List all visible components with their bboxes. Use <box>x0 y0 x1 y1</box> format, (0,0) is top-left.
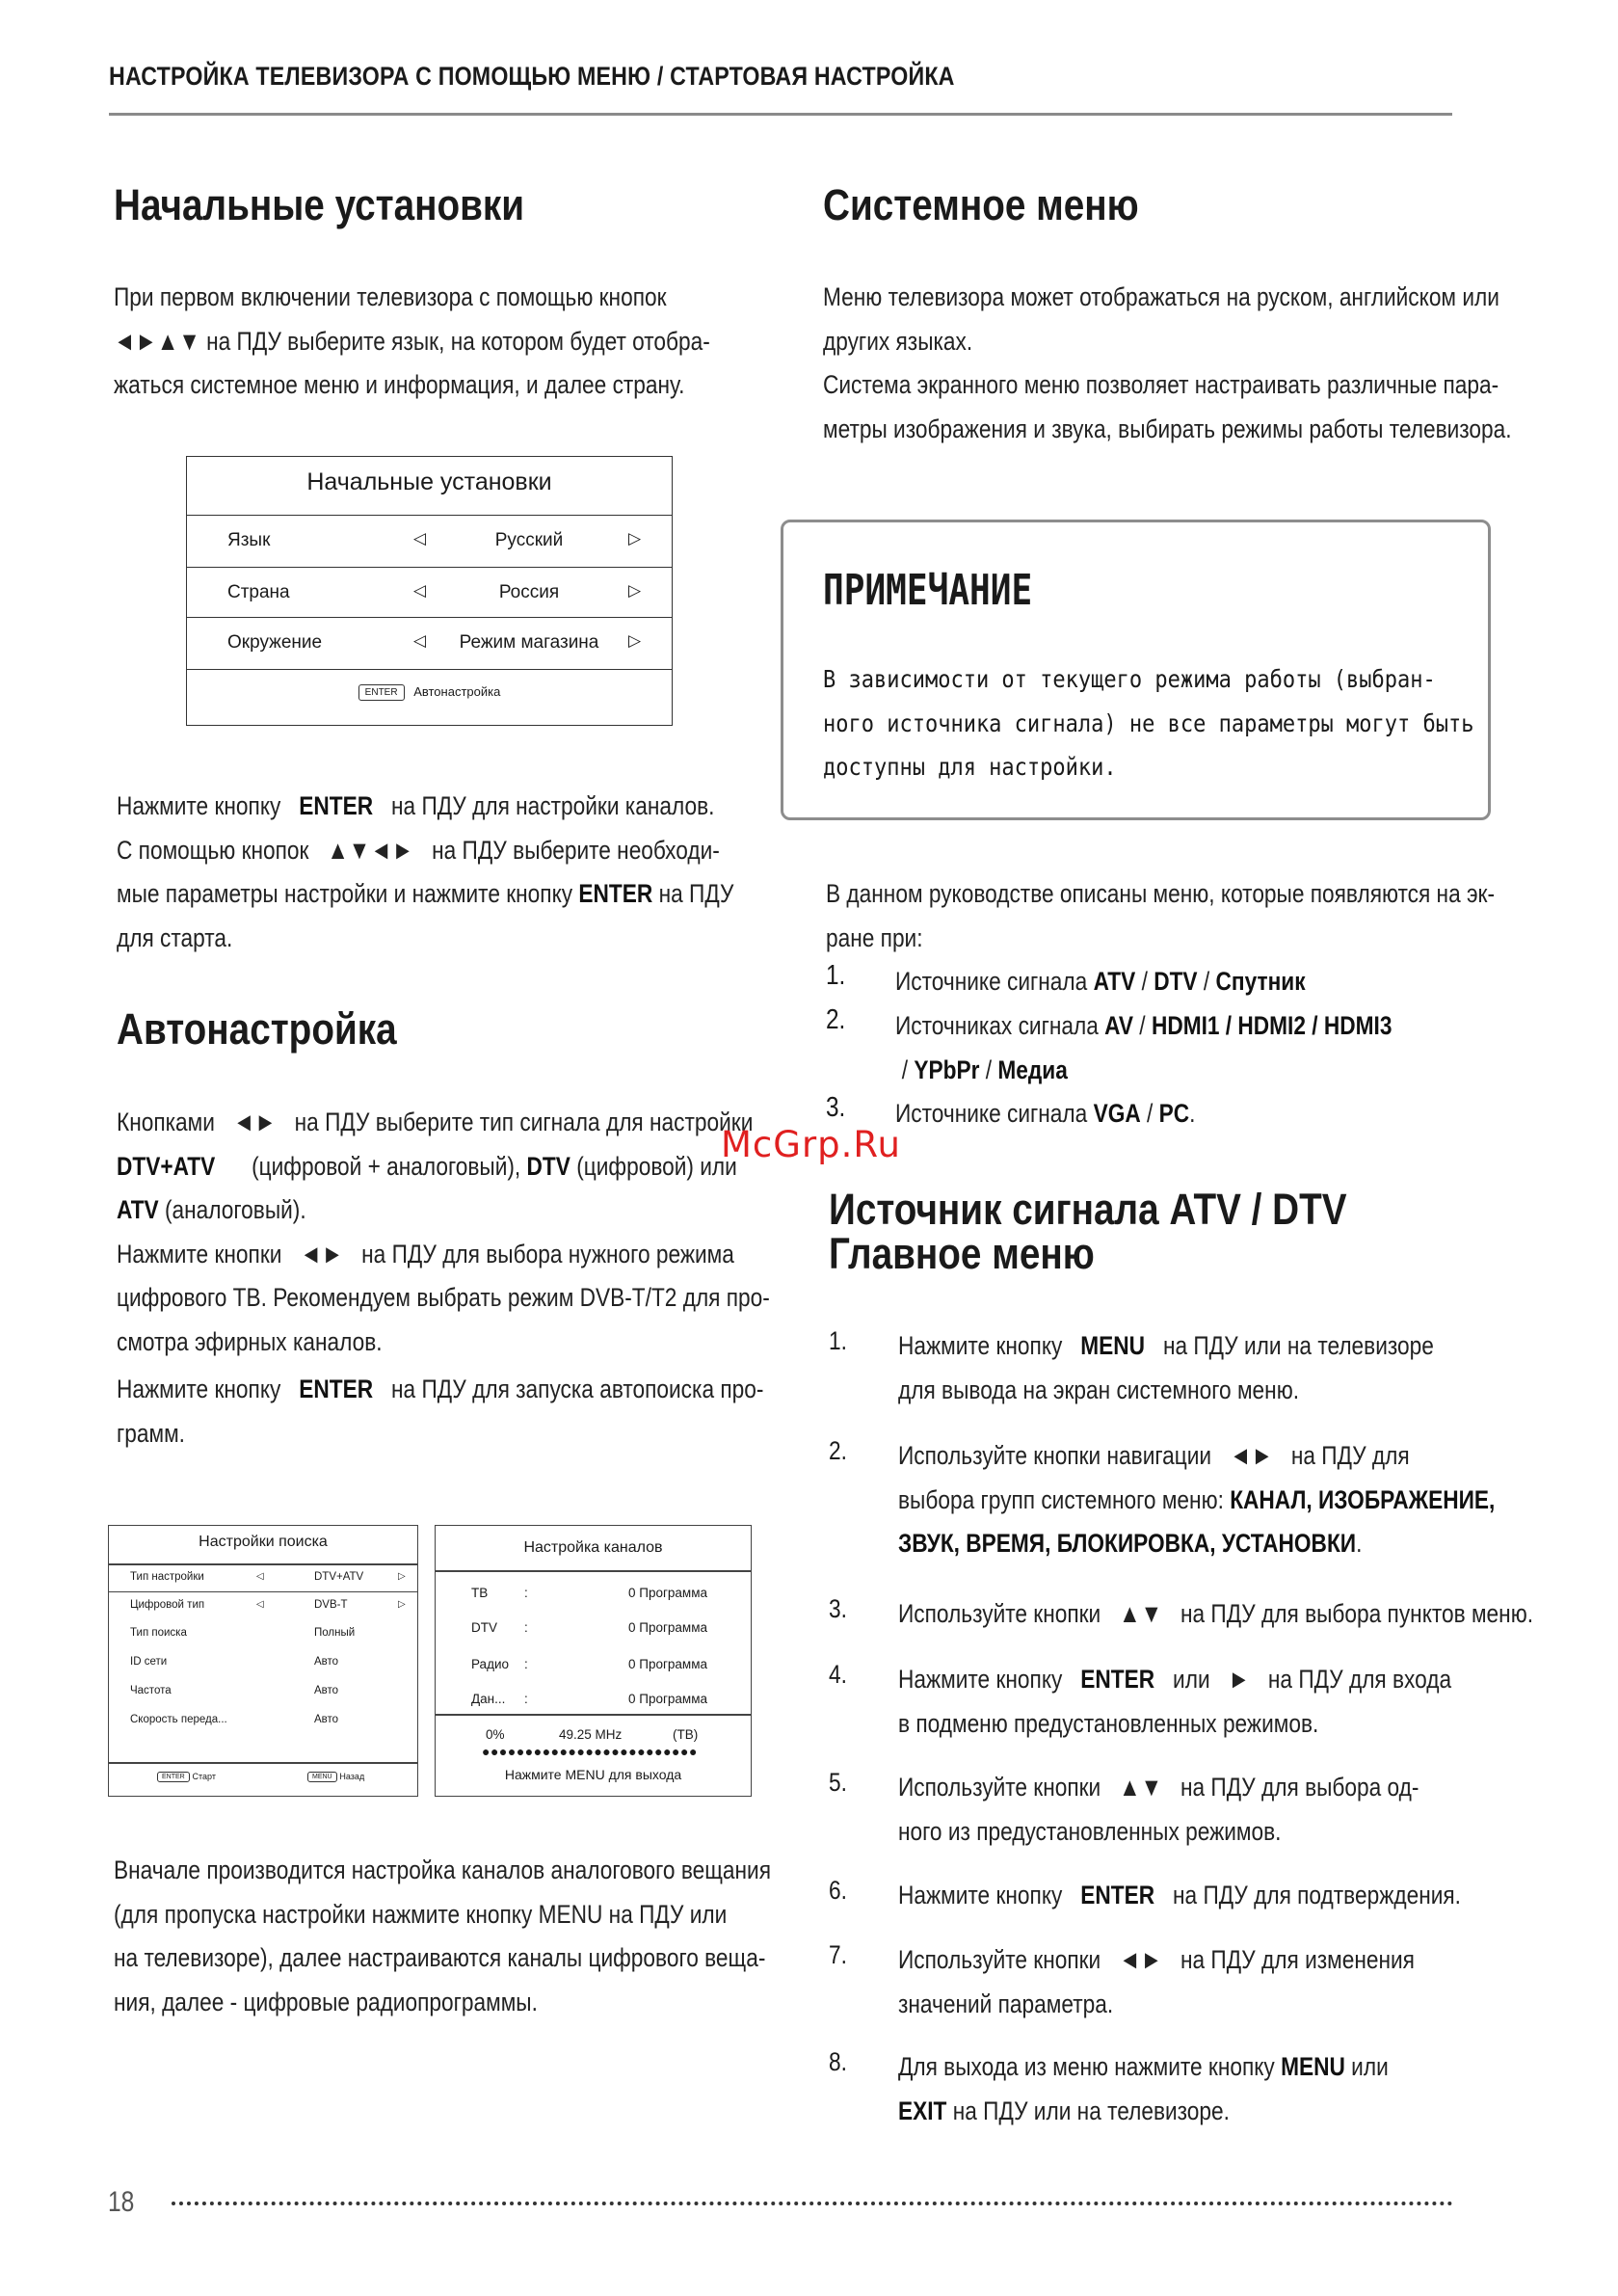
page-header-title: НАСТРОЙКА ТЕЛЕВИЗОРА С ПОМОЩЬЮ МЕНЮ / СТАРТОВАЯ НАСТРОЙКА <box>109 62 955 91</box>
start-hint[interactable]: ENTER Старт <box>157 1772 216 1782</box>
menus-intro-text <box>826 872 1495 960</box>
text-line: Нажмите кнопки ◄► на ПДУ для выбора нужного режима <box>117 1239 734 1268</box>
list-number: 3. <box>826 1092 846 1123</box>
dialog-title: Настройки поиска <box>199 1534 328 1550</box>
text-line: ного источника сигнала) не все параметры могут быть <box>823 708 1474 737</box>
text-line: Кнопками ◄► на ПДУ выберите тип сигнала для настройки <box>117 1108 754 1136</box>
list-item: Используйте кнопки ◄► на ПДУ для изменения значений параметра. <box>898 1945 1415 2018</box>
text-line: Меню телевизора может отображаться на руском, английском или <box>823 282 1499 311</box>
list-number: 1. <box>829 1326 847 1355</box>
text-line: жаться системное меню и информация, и далее страну. <box>114 370 685 399</box>
list-number: 2. <box>826 1004 846 1035</box>
text-line: Система экранного меню позволяет настраивать различные пара- <box>823 370 1499 399</box>
list-number: 3. <box>829 1594 847 1623</box>
nav-arrows-icon: ◄► <box>1119 1945 1163 1974</box>
autotune-heading: Автонастройка <box>117 1004 397 1054</box>
row-label: Страна <box>227 582 290 602</box>
channel-tuning-dialog: Настройка каналов ТВ : 0 Программа DTV : 0 Программа Радио : 0 Программа Дан... : 0 Программа 0% 49.25 MHz (ТВ) ●●●●●●●●●●●●●●●●●●●●●●●●● Нажмите MENU для выхода <box>435 1525 752 1797</box>
search-row[interactable]: Частота Авто <box>130 1685 339 1696</box>
tuning-order-text <box>114 1849 771 2024</box>
text-line: DTV+ATV (цифровой + аналоговый), DTV (цифровой) или <box>117 1151 737 1181</box>
text-line: Нажмите кнопку ENTER на ПДУ для запуска автопоиска про- <box>117 1375 764 1403</box>
note-text <box>823 657 1474 789</box>
search-row[interactable]: ID сети Авто <box>130 1656 339 1668</box>
note-title: ПРИМЕЧАНИЕ <box>823 566 1033 615</box>
text-line: В данном руководстве описаны меню, которые появляются на эк- <box>826 879 1496 908</box>
initial-setup-dialog <box>186 456 673 726</box>
text-line: мые параметры настройки и нажмите кнопку ENTER на ПДУ <box>117 879 734 908</box>
list-number: 1. <box>826 960 846 991</box>
footer-dotted-rule <box>172 2202 1453 2205</box>
nav-arrows-icon: ▲▼ <box>1119 1773 1163 1802</box>
list-item: Нажмите кнопку ENTER на ПДУ для подтверждения. <box>898 1881 1461 1909</box>
arrow-right-icon[interactable]: ▷ <box>628 581 642 600</box>
progress-dots: ●●●●●●●●●●●●●●●●●●●●●●●●● <box>482 1744 698 1759</box>
text-line: доступны для настройки. <box>823 753 1117 781</box>
dialog-title: Настройка каналов <box>523 1539 663 1556</box>
list-number: 8. <box>829 2047 847 2076</box>
search-row[interactable]: Тип поиска Полный <box>130 1627 356 1639</box>
row-value: Режим магазина <box>459 632 599 653</box>
menu-key-icon: MENU <box>307 1772 337 1782</box>
text-line: грамм. <box>117 1418 185 1448</box>
main-menu-heading-line1: Источник сигнала ATV / DTV <box>829 1185 1347 1234</box>
enter-key-icon: ENTER <box>157 1772 190 1782</box>
exit-hint: Нажмите MENU для выхода <box>504 1767 682 1782</box>
list-item: Используйте кнопки ▲▼ на ПДУ для выбора од- ного из предустановленных режимов. <box>898 1773 1419 1846</box>
list-item: Источнике сигнала VGA / PC. <box>895 1099 1196 1128</box>
text-line: цифрового ТВ. Рекомендуем выбрать режим DVB-T/T2 для про- <box>117 1283 770 1312</box>
list-item: Используйте кнопки ▲▼ на ПДУ для выбора пунктов меню. <box>898 1599 1534 1628</box>
back-hint[interactable]: MENU Назад <box>307 1772 364 1782</box>
row-label: Окружение <box>227 632 323 653</box>
list-number: 5. <box>829 1768 847 1797</box>
nav-arrows-icon: ▲▼ <box>1119 1599 1163 1628</box>
page-number: 18 <box>108 2186 135 2218</box>
initial-setup-text <box>114 276 710 408</box>
list-item: Источниках сигнала AV / HDMI1 / HDMI2 / HDMI3 / YPbPr / Медиа <box>895 1011 1393 1084</box>
text-line: ния, далее - цифровые радиопрограммы. <box>114 1987 538 2016</box>
search-row[interactable]: Цифровой тип ◁ DVB-T ▷ <box>130 1599 406 1611</box>
arrow-left-icon[interactable]: ◁ <box>256 1571 264 1582</box>
text-line: В зависимости от текущего режима работы (выбран- <box>823 665 1436 693</box>
list-item: Нажмите кнопку ENTER или ► на ПДУ для входа в подменю предустановленных режимов. <box>898 1665 1452 1738</box>
list-item: Нажмите кнопку MENU на ПДУ или на телевизоре для вывода на экран системного меню. <box>898 1331 1434 1404</box>
header-divider <box>109 113 1452 116</box>
arrow-left-icon[interactable]: ◁ <box>413 529 427 547</box>
list-number: 6. <box>829 1876 847 1905</box>
list-item: Для выхода из меню нажмите кнопку MENU или EXIT на ПДУ или на телевизоре. <box>898 2052 1389 2125</box>
band-readout: (ТВ) <box>673 1727 699 1742</box>
text-line: Нажмите кнопку ENTER на ПДУ для настройки каналов. <box>117 791 715 820</box>
arrow-right-icon[interactable]: ▷ <box>398 1571 406 1582</box>
nav-arrows-icon: ▲▼◄► <box>327 835 414 865</box>
initial-setup-heading: Начальные установки <box>114 180 525 229</box>
enter-key-icon: ENTER <box>358 684 405 701</box>
text-line: При первом включении телевизора с помощью кнопок <box>114 282 667 311</box>
dialog-row-environment[interactable] <box>187 617 672 670</box>
arrow-right-icon[interactable]: ▷ <box>628 529 642 547</box>
arrow-right-icon[interactable]: ▷ <box>398 1599 406 1610</box>
text-line: ◄►▲▼ на ПДУ выберите язык, на котором будет отобра- <box>114 326 710 356</box>
watermark: McGrp.Ru <box>721 1124 901 1165</box>
list-number: 4. <box>829 1660 847 1689</box>
search-row[interactable]: Тип настройки ◁ DTV+ATV ▷ <box>130 1571 406 1583</box>
text-line: других языках. <box>823 326 973 356</box>
system-menu-heading: Системное меню <box>823 180 1139 229</box>
arrow-right-icon[interactable]: ▷ <box>628 631 642 650</box>
nav-arrows-icon: ◄► <box>300 1239 344 1268</box>
text-line: (для пропуска настройки нажмите кнопку MENU на ПДУ или <box>114 1899 728 1929</box>
arrow-left-icon[interactable]: ◁ <box>413 581 427 600</box>
arrow-right-icon: ► <box>1228 1665 1250 1694</box>
list-number: 7. <box>829 1940 847 1969</box>
dialog-row-country[interactable] <box>187 567 672 619</box>
nav-arrows-icon: ◄► <box>1230 1441 1273 1470</box>
row-value: Россия <box>498 582 560 602</box>
row-value: Русский <box>494 530 564 550</box>
main-menu-heading-line2: Главное меню <box>829 1229 1095 1278</box>
system-menu-text <box>823 276 1512 451</box>
text-line: Вначале производится настройка каналов аналогового вещания <box>114 1855 772 1884</box>
dialog-title: Начальные установки <box>306 468 552 495</box>
dialog-row-language[interactable] <box>187 515 672 567</box>
search-row[interactable]: Скорость переда... Авто <box>130 1714 339 1725</box>
autotune-hint[interactable] <box>187 684 672 701</box>
text-line: смотра эфирных каналов. <box>117 1326 383 1356</box>
nav-arrows-icon: ◄► <box>232 1108 277 1136</box>
search-settings-dialog <box>108 1525 418 1797</box>
text-line: для старта. <box>117 922 233 952</box>
list-item: Используйте кнопки навигации ◄► на ПДУ для выбора групп системного меню: КАНАЛ, ИЗОБРАЖЕНИЕ, ЗВУК, ВРЕМЯ, БЛОКИРОВКА, УСТАНОВКИ. <box>898 1441 1496 1558</box>
arrow-left-icon[interactable]: ◁ <box>256 1599 264 1610</box>
row-label: Язык <box>227 530 271 550</box>
initial-setup-instructions <box>117 785 733 960</box>
arrow-left-icon[interactable]: ◁ <box>413 631 427 650</box>
note-box <box>781 520 1491 820</box>
text-line: ATV (аналоговый). <box>117 1195 306 1224</box>
divider <box>436 1570 751 1572</box>
list-item: Источнике сигнала ATV / DTV / Спутник <box>895 967 1306 996</box>
text-line: на телевизоре), далее настраиваются каналы цифрового веща- <box>114 1943 766 1972</box>
text-line: метры изображения и звука, выбирать режимы работы телевизора. <box>823 414 1512 443</box>
progress-percent: 0% <box>486 1727 505 1742</box>
frequency-readout: 49.25 MHz <box>559 1727 623 1742</box>
divider <box>109 1762 417 1764</box>
enter-key-label: ENTER <box>299 791 374 820</box>
autotune-text <box>117 1101 770 1455</box>
text-line: С помощью кнопок ▲▼◄► на ПДУ выберите необходи- <box>117 835 720 865</box>
list-number: 2. <box>829 1436 847 1465</box>
divider <box>436 1714 751 1716</box>
autotune-label: Автонастройка <box>413 684 501 699</box>
text-line: ране при: <box>826 922 923 952</box>
